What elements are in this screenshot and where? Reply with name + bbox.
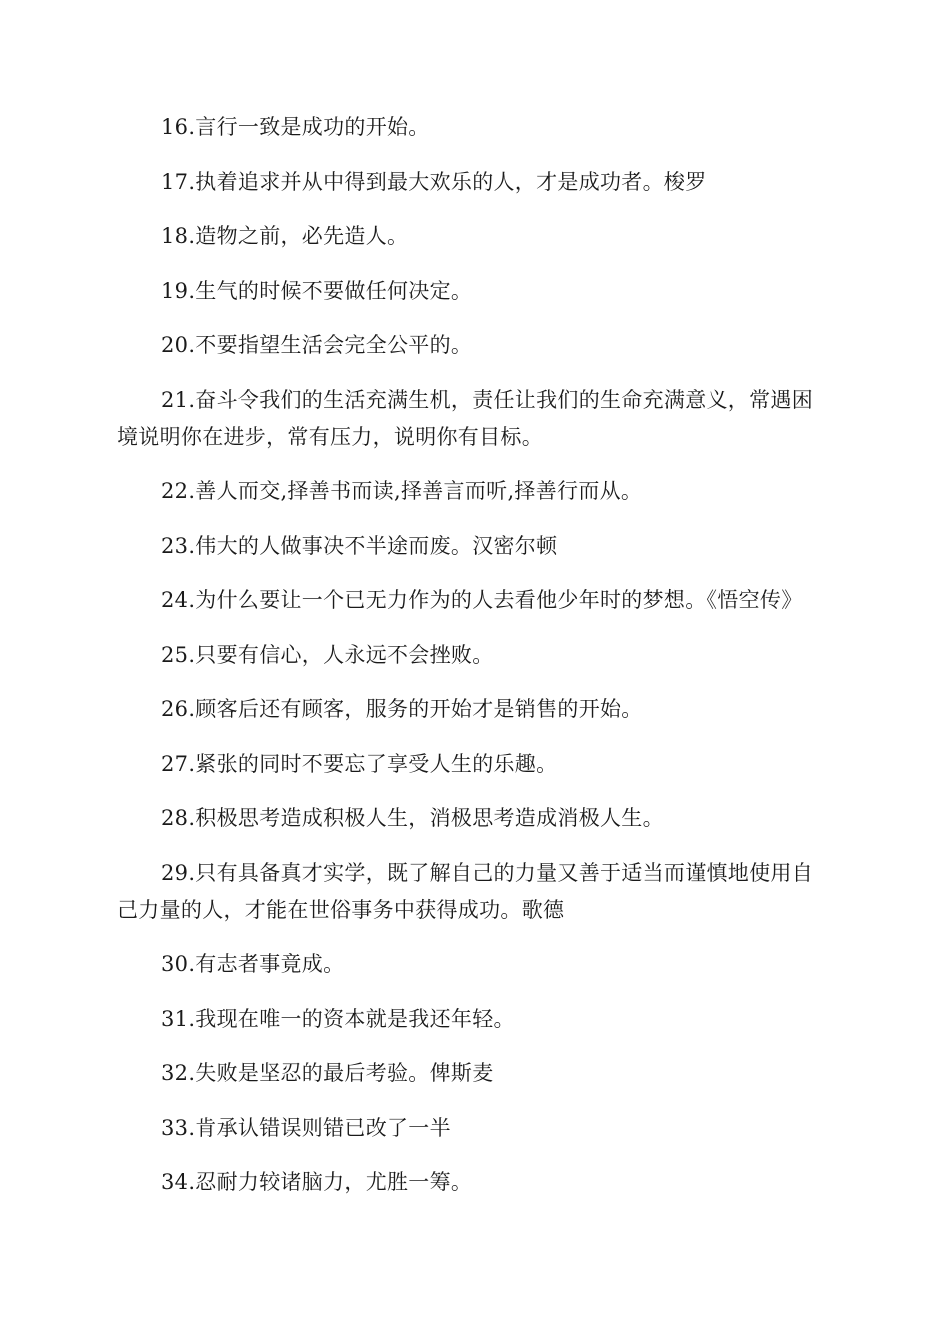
quote-paragraph-26: 26.顾客后还有顾客，服务的开始才是销售的开始。: [161, 697, 643, 721]
document-body: [117, 109, 827, 1219]
quote-paragraph-20: 20.不要指望生活会完全公平的。: [161, 333, 473, 357]
quote-paragraph-31: 31.我现在唯一的资本就是我还年轻。: [161, 1006, 515, 1031]
quote-paragraph-29: 29.只有具备真才实学，既了解自己的力量又善于适当而谨慎地使用自己力量的人，才能在世俗事务中获得成功。歌德: [117, 860, 813, 922]
quote-paragraph-30: 30.有志者事竟成。: [161, 952, 345, 976]
quote-paragraph-33: 33.肯承认错误则错已改了一半: [161, 1115, 451, 1140]
quote-paragraph-16: 16.言行一致是成功的开始。: [161, 115, 430, 139]
quote-paragraph-21: 21.奋斗令我们的生活充满生机，责任让我们的生命充满意义，常遇困境说明你在进步，常有压力，说明你有目标。: [117, 387, 813, 449]
quote-paragraph-23: 23.伟大的人做事决不半途而废。汉密尔顿: [161, 533, 558, 558]
quote-paragraph-34: 34.忍耐力较诸脑力，尤胜一筹。: [161, 1170, 473, 1194]
quote-paragraph-27: 27.紧张的同时不要忘了享受人生的乐趣。: [161, 751, 558, 776]
quote-paragraph-32: 32.失败是坚忍的最后考验。俾斯麦: [161, 1061, 494, 1085]
quote-paragraph-28: 28.积极思考造成积极人生，消极思考造成消极人生。: [161, 806, 664, 830]
quote-paragraph-25: 25.只要有信心，人永远不会挫败。: [161, 642, 494, 667]
quote-paragraph-17: 17.执着追求并从中得到最大欢乐的人，才是成功者。梭罗: [161, 169, 707, 194]
quote-paragraph-22: 22.善人而交,择善书而读,择善言而听,择善行而从。: [161, 479, 643, 503]
quote-paragraph-24: 24.为什么要让一个已无力作为的人去看他少年时的梦想。《悟空传》: [161, 588, 803, 612]
quote-paragraph-19: 19.生气的时候不要做任何决定。: [161, 278, 473, 303]
quote-paragraph-18: 18.造物之前，必先造人。: [161, 224, 409, 248]
